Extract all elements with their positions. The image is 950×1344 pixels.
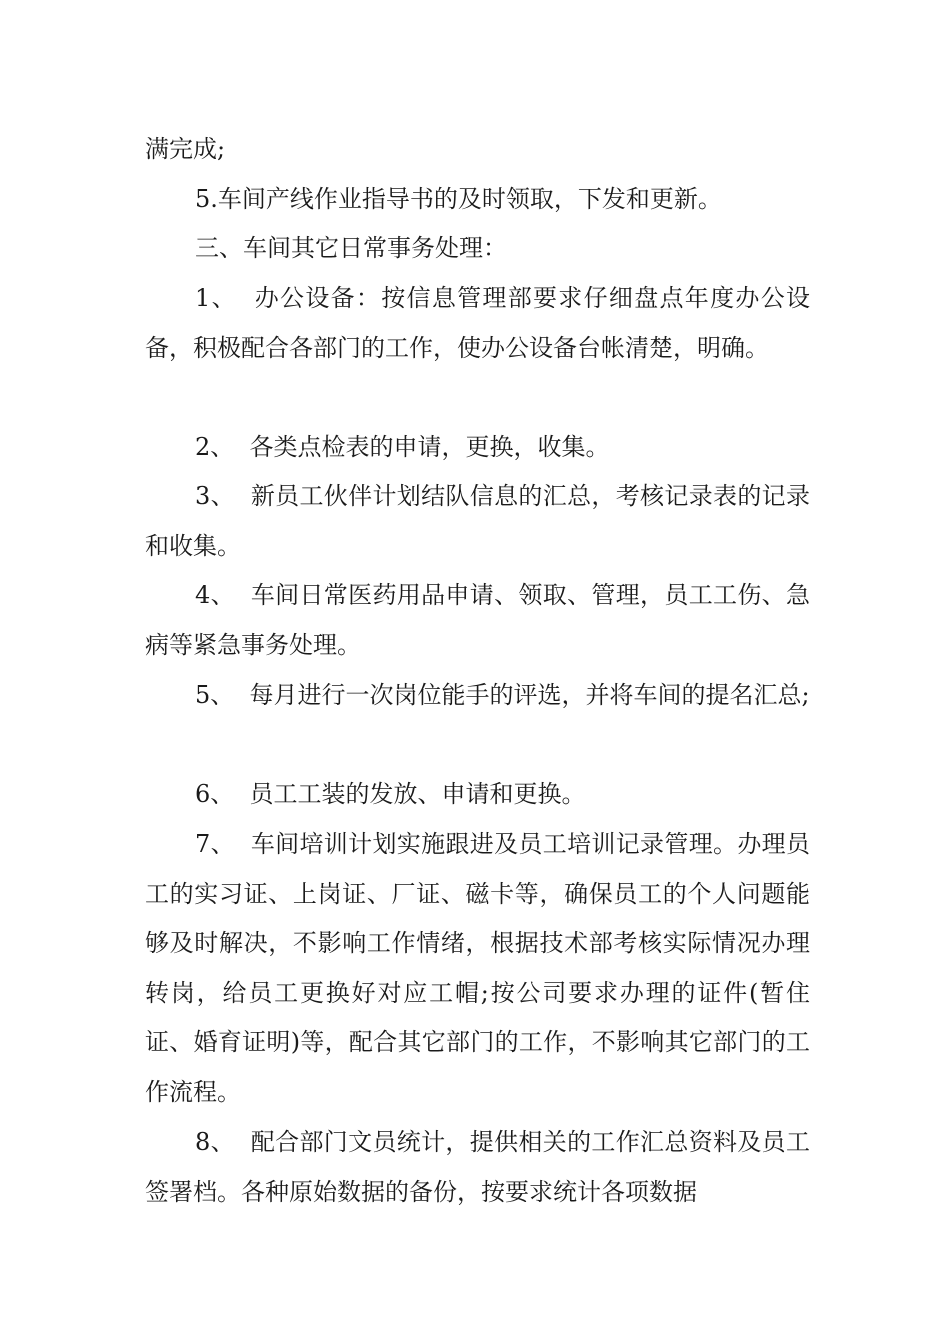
paragraph-new-employee-buddy: 3、 新员工伙伴计划结队信息的汇总，考核记录表的记录和收集。	[145, 482, 810, 560]
paragraph-monthly-selection: 5、 每月进行一次岗位能手的评选，并将车间的提名汇总;	[195, 681, 810, 709]
paragraph-medical-supplies: 4、 车间日常医药用品申请、领取、管理，员工工伤、急病等紧急事务处理。	[145, 581, 810, 659]
paragraph-clerk-statistics: 8、 配合部门文员统计，提供相关的工作汇总资料及员工签署档。各种原始数据的备份，按要求统计各项数据	[145, 1128, 810, 1206]
paragraph-uniforms: 6、 员工工装的发放、申请和更换。	[195, 780, 586, 808]
paragraph-training: 7、 车间培训计划实施跟进及员工培训记录管理。办理员工的实习证、上岗证、厂证、磁卡等，确保员工的个人问题能够及时解决，不影响工作情绪，根据技术部考核实际情况办理转岗，给员工更换好对应工帽;按公司要求办理的证件(暂住证、婚育证明)等，配合其它部门的工作，不影响其它部门的工作流程。	[145, 830, 810, 1106]
paragraph-office-equipment: 1、 办公设备：按信息管理部要求仔细盘点年度办公设备，积极配合各部门的工作，使办公设备台帐清楚，明确。	[145, 284, 810, 362]
paragraph-item-5: 5.车间产线作业指导书的及时领取，下发和更新。	[195, 185, 722, 213]
paragraph-continuation: 满完成;	[145, 135, 226, 163]
paragraph-checklists: 2、 各类点检表的申请，更换，收集。	[195, 433, 610, 461]
section-heading-3: 三、车间其它日常事务处理：	[195, 234, 507, 262]
